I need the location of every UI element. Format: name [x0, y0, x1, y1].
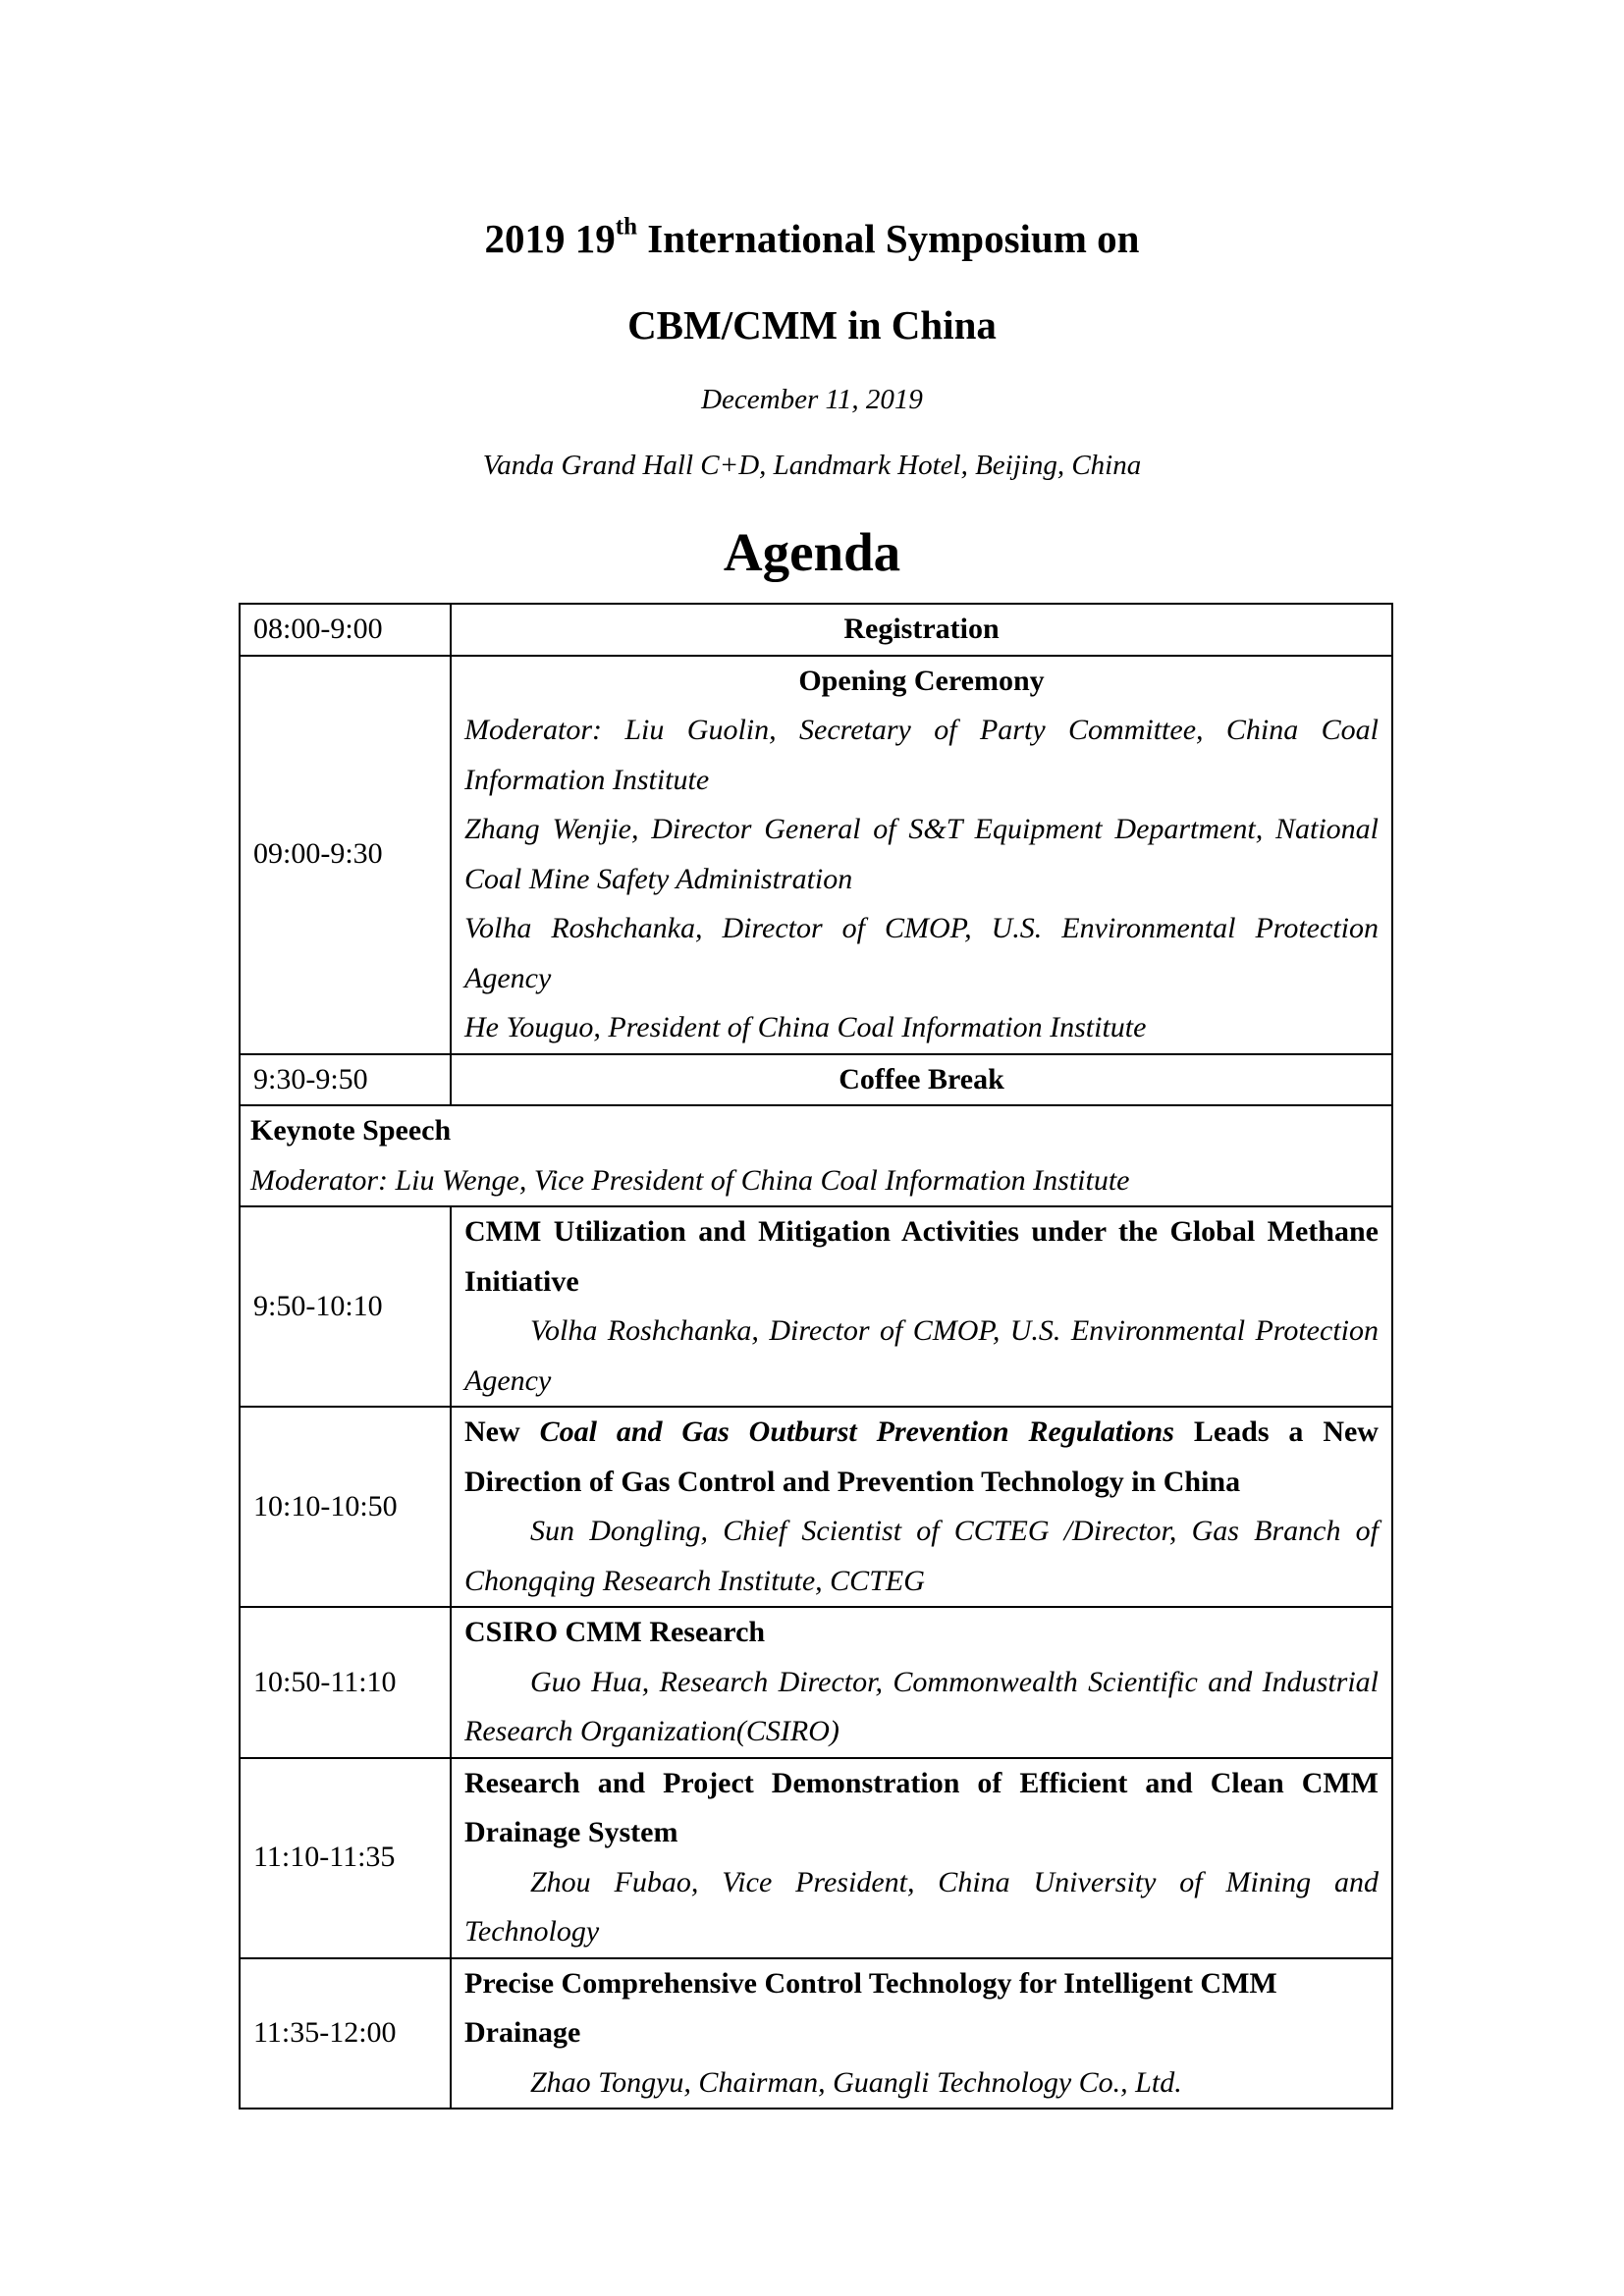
time-cell: 9:30-9:50 [240, 1054, 451, 1106]
agenda-row-talk [240, 1607, 1392, 1758]
talk-title: Research and Project Demonstration of Efficient and Clean CMM Drainage System [464, 1766, 1379, 1848]
keynote-title: Keynote Speech [250, 1114, 452, 1147]
agenda-row-talk [240, 1758, 1392, 1958]
document-title-line1 [0, 214, 1624, 263]
title-superscript: th [615, 213, 637, 240]
agenda-heading: Agenda [723, 522, 901, 582]
talk-content [451, 1758, 1392, 1958]
talk-speaker: Guo Hua, Research Director, Commonwealth Scientific and Industrial Research Organization(CSIRO) [464, 1665, 1379, 1747]
talk-title-italic-part: Coal and Gas Outburst Prevention Regulations [539, 1415, 1174, 1448]
talk-content [451, 1607, 1392, 1758]
time-cell: 10:10-10:50 [240, 1407, 451, 1607]
event-date: December 11, 2019 [701, 384, 923, 415]
opening-content [451, 656, 1392, 1054]
agenda-table [239, 603, 1393, 2109]
session-title: Coffee Break [451, 1054, 1392, 1106]
talk-speaker: Zhao Tongyu, Chairman, Guangli Technology Co., Ltd. [530, 2065, 1182, 2099]
time-cell: 11:10-11:35 [240, 1758, 451, 1958]
agenda-row-talk [240, 1206, 1392, 1407]
talk-speaker: Volha Roshchanka, Director of CMOP, U.S. Environmental Protection Agency [464, 1314, 1379, 1397]
time-cell: 10:50-11:10 [240, 1607, 451, 1758]
talk-speaker: Zhou Fubao, Vice President, China University of Mining and Technology [464, 1865, 1379, 1948]
agenda-row-talk [240, 1958, 1392, 2109]
agenda-row-keynote [240, 1105, 1392, 1206]
talk-content [451, 1958, 1392, 2109]
agenda-row-talk [240, 1407, 1392, 1607]
talk-speaker: Sun Dongling, Chief Scientist of CCTEG /Director, Gas Branch of Chongqing Research Institute, CCTEG [464, 1515, 1379, 1597]
title-suffix: International Symposium on [637, 216, 1140, 261]
talk-title-part: New [464, 1415, 540, 1448]
session-title: Opening Ceremony [798, 664, 1045, 697]
talk-title: CMM Utilization and Mitigation Activities under the Global Methane Initiative [464, 1215, 1379, 1298]
talk-title [464, 1408, 1379, 1507]
document-title-line2: CBM/CMM in China [627, 302, 997, 347]
time-cell: 11:35-12:00 [240, 1958, 451, 2109]
agenda-row-coffee [240, 1054, 1392, 1106]
keynote-moderator: Moderator: Liu Wenge, Vice President of China Coal Information Institute [250, 1163, 1130, 1197]
agenda-row-opening [240, 656, 1392, 1054]
event-venue: Vanda Grand Hall C+D, Landmark Hotel, Beijing, China [482, 450, 1142, 481]
time-cell: 9:50-10:10 [240, 1206, 451, 1407]
opening-moderator: Moderator: Liu Guolin, Secretary of Party Committee, China Coal Information Institute [464, 714, 1379, 796]
title-prefix: 2019 19 [484, 216, 616, 261]
opening-speaker: He Youguo, President of China Coal Information Institute [464, 1011, 1147, 1043]
talk-title: Precise Comprehensive Control Technology for Intelligent CMM Drainage [464, 1966, 1277, 2049]
talk-title-part: Leads a New Direction of Gas Control and Prevention Technology in China [464, 1415, 1379, 1498]
talk-title: CSIRO CMM Research [464, 1616, 766, 1648]
keynote-header [240, 1105, 1392, 1206]
talk-content [451, 1407, 1392, 1607]
talk-content [451, 1206, 1392, 1407]
agenda-row-registration [240, 604, 1392, 656]
session-title: Registration [451, 604, 1392, 656]
opening-speaker: Volha Roshchanka, Director of CMOP, U.S. Environmental Protection Agency [464, 912, 1379, 994]
time-cell: 09:00-9:30 [240, 656, 451, 1054]
time-cell: 08:00-9:00 [240, 604, 451, 656]
opening-speaker: Zhang Wenjie, Director General of S&T Equipment Department, National Coal Mine Safety Administration [464, 813, 1379, 895]
